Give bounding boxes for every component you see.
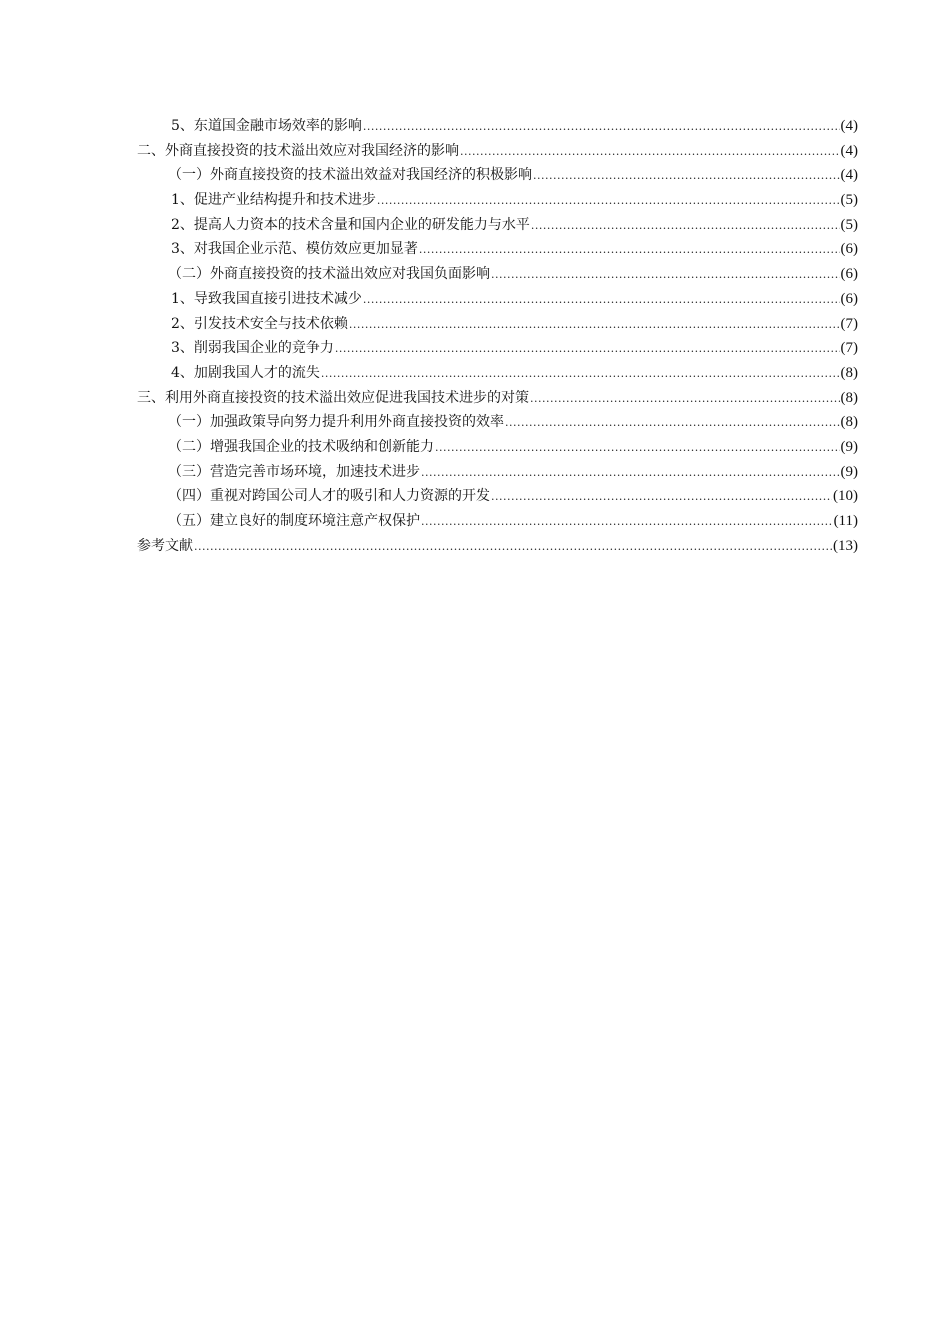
toc-page-number: (11) [833, 513, 858, 529]
toc-page-number: (5) [840, 192, 858, 209]
toc-page-number: (8) [840, 414, 858, 431]
toc-entry[interactable] [137, 237, 858, 262]
toc-leader-dots [321, 362, 840, 387]
toc-entry-title: （四）重视对跨国公司人才的吸引和人力资源的开发 [168, 488, 490, 505]
toc-page-number: (10) [833, 488, 858, 505]
toc-entry[interactable] [137, 534, 858, 559]
toc-entry-title: （五）建立良好的制度环境注意产权保护 [168, 513, 420, 529]
toc-leader-dots [530, 387, 840, 412]
toc-entry-title: 1、促进产业结构提升和技术进步 [171, 192, 376, 209]
toc-entry-title: （三）营造完善市场环境，加速技术进步 [168, 463, 420, 480]
toc-leader-dots [363, 115, 840, 140]
toc-entry[interactable] [137, 509, 858, 534]
toc-page-number: (4) [840, 118, 858, 134]
toc-entry-title: （二）外商直接投资的技术溢出效应对我国负面影响 [168, 266, 490, 283]
toc-page-number: (6) [840, 290, 858, 307]
toc-entry-title: 二、外商直接投资的技术溢出效应对我国经济的影响 [137, 142, 459, 159]
toc-entry[interactable] [137, 435, 858, 460]
toc-entry[interactable] [137, 114, 858, 139]
toc-page-number: (7) [840, 340, 858, 357]
toc-entry-title: 3、对我国企业示范、模仿效应更加显著 [171, 241, 418, 258]
toc-leader-dots [349, 313, 840, 338]
toc-entry-title: 3、削弱我国企业的竞争力 [171, 340, 334, 357]
toc-leader-dots [194, 535, 832, 560]
toc-entry[interactable] [137, 312, 858, 337]
toc-leader-dots [533, 164, 840, 189]
toc-page-number: (9) [840, 463, 858, 480]
toc-leader-dots [377, 189, 840, 214]
table-of-contents [137, 114, 858, 558]
toc-entry-title: 4、加剧我国人才的流失 [171, 364, 320, 381]
toc-entry-title: 三、利用外商直接投资的技术溢出效应促进我国技术进步的对策 [137, 389, 529, 406]
toc-entry-title: 1、导致我国直接引进技术减少 [171, 290, 362, 307]
toc-leader-dots [435, 436, 840, 461]
toc-leader-dots [363, 288, 840, 313]
toc-entry-title: 参考文献 [137, 537, 193, 554]
toc-leader-dots [460, 140, 840, 165]
toc-entry[interactable] [137, 287, 858, 312]
toc-entry[interactable] [137, 484, 858, 509]
toc-leader-dots [505, 411, 840, 436]
toc-leader-dots [491, 485, 832, 510]
toc-page-number: (6) [840, 266, 858, 283]
toc-entry-title: （二）增强我国企业的技术吸纳和创新能力 [168, 438, 434, 455]
toc-page-number: (4) [840, 167, 858, 184]
toc-leader-dots [421, 510, 833, 535]
toc-entry[interactable] [137, 386, 858, 411]
toc-page-number: (6) [840, 241, 858, 258]
toc-entry[interactable] [137, 188, 858, 213]
toc-entry[interactable] [137, 361, 858, 386]
toc-entry-title: 2、提高人力资本的技术含量和国内企业的研发能力与水平 [171, 216, 530, 233]
toc-leader-dots [531, 214, 840, 239]
toc-entry-title: 5、东道国金融市场效率的影响 [171, 118, 362, 134]
toc-leader-dots [421, 461, 840, 486]
toc-page-number: (13) [833, 537, 858, 554]
toc-entry[interactable] [137, 163, 858, 188]
toc-page-number: (8) [840, 364, 858, 381]
toc-entry-title: （一）加强政策导向努力提升利用外商直接投资的效率 [168, 414, 504, 431]
toc-page-number: (8) [840, 389, 858, 406]
toc-page-number: (7) [840, 315, 858, 332]
toc-entry[interactable] [137, 410, 858, 435]
toc-entry[interactable] [137, 213, 858, 238]
toc-leader-dots [491, 263, 840, 288]
toc-page-number: (9) [840, 438, 858, 455]
toc-page-number: (5) [840, 216, 858, 233]
toc-entry[interactable] [137, 139, 858, 164]
toc-entry-title: （一）外商直接投资的技术溢出效益对我国经济的积极影响 [168, 167, 532, 184]
toc-leader-dots [419, 238, 840, 263]
toc-entry-title: 2、引发技术安全与技术依赖 [171, 315, 348, 332]
toc-entry[interactable] [137, 262, 858, 287]
toc-leader-dots [335, 337, 840, 362]
toc-page-number: (4) [840, 142, 858, 159]
toc-entry[interactable] [137, 460, 858, 485]
toc-entry[interactable] [137, 336, 858, 361]
